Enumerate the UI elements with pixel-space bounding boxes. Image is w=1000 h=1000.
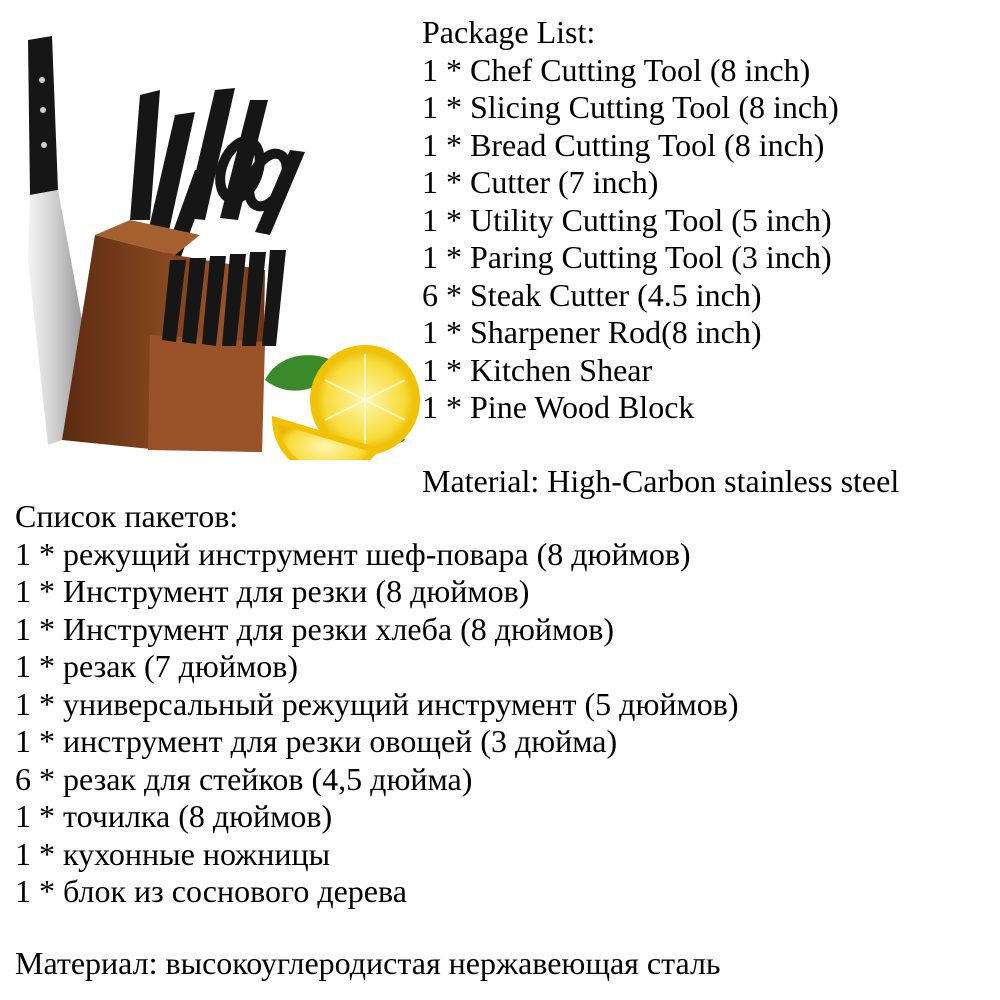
list-item: 6 * резак для стейков (4,5 дюйма) (15, 760, 473, 797)
list-item: 1 * Utility Cutting Tool (5 inch) (422, 201, 832, 238)
package-list-russian (15, 498, 739, 911)
knife-set-image (0, 20, 425, 460)
list-item: 1 * Paring Cutting Tool (3 inch) (422, 239, 832, 275)
material-english: Material: High-Carbon stainless steel (422, 463, 900, 499)
package-list-heading-ru: Список пакетов: (15, 498, 239, 534)
list-item: 1 * инструмент для резки овощей (3 дюйма) (15, 723, 618, 759)
list-item: 1 * Инструмент для резки хлеба (8 дюймов) (15, 610, 615, 647)
list-item: 1 * блок из соснового дерева (15, 873, 407, 909)
list-item: 1 * Kitchen Shear (422, 351, 653, 388)
list-item: 1 * Pine Wood Block (422, 389, 695, 425)
package-list-heading: Package List: (422, 14, 596, 50)
list-item: 1 * универсальный режущий инструмент (5 дюймов) (15, 685, 739, 722)
list-item: 1 * кухонные ножницы (15, 835, 331, 872)
list-item: 1 * Slicing Cutting Tool (8 inch) (422, 89, 839, 125)
list-item: 6 * Steak Cutter (4.5 inch) (422, 276, 762, 313)
list-item: 1 * резак (7 дюймов) (15, 648, 298, 684)
list-item: 1 * Инструмент для резки (8 дюймов) (15, 573, 530, 609)
list-item: 1 * режущий инструмент шеф-повара (8 дюймов) (15, 535, 691, 572)
list-item: 1 * Sharpener Rod(8 inch) (422, 314, 762, 350)
package-list-english (422, 14, 839, 427)
material-russian: Материал: высокоуглеродистая нержавеющая сталь (15, 945, 721, 981)
list-item: 1 * Bread Cutting Tool (8 inch) (422, 126, 825, 163)
list-item: 1 * Cutter (7 inch) (422, 164, 659, 200)
list-item: 1 * точилка (8 дюймов) (15, 798, 333, 834)
list-item: 1 * Chef Cutting Tool (8 inch) (422, 51, 811, 88)
